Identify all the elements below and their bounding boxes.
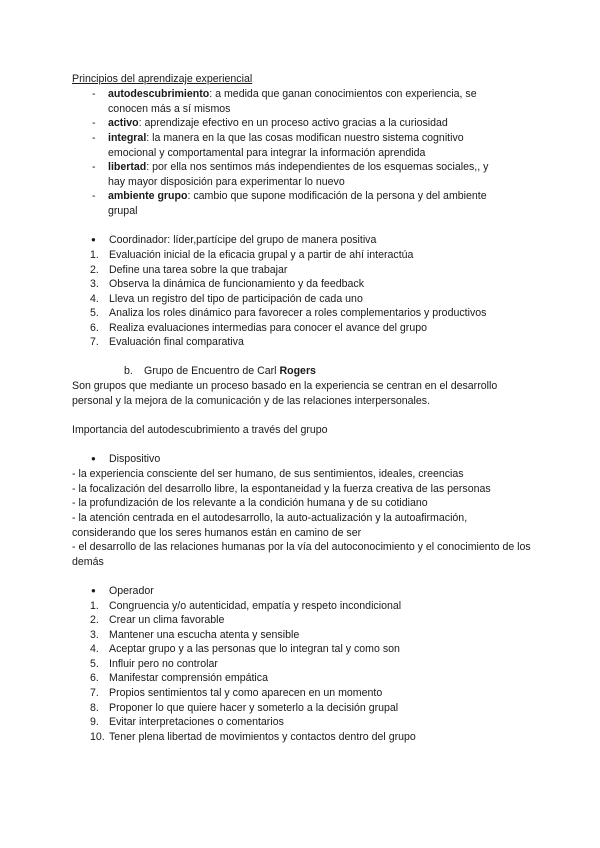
principle-text-cont: emocional y comportamental para integrar la información aprendida <box>108 146 426 159</box>
bullet-marker: ● <box>91 235 96 244</box>
principle-term: integral <box>108 132 147 144</box>
principle-term: ambiente grupo <box>108 190 188 202</box>
principle-item <box>92 87 530 116</box>
dash-marker: - <box>92 190 96 202</box>
principle-text-cont: hay mayor disposición para experimentar lo nuevo <box>108 175 345 188</box>
principle-text-cont: grupal <box>108 204 138 217</box>
principle-text: : por ella nos sentimos más independientes de los esquemas sociales,, y <box>146 161 489 173</box>
principle-item <box>92 116 530 131</box>
bullet-marker: ● <box>91 454 96 463</box>
dash-marker: - <box>92 132 96 144</box>
principle-text: : a medida que ganan conocimientos con experiencia, se <box>209 88 477 100</box>
principle-text: : cambio que supone modificación de la persona y del ambiente <box>187 190 487 202</box>
principle-term: libertad <box>108 161 147 173</box>
subsection-title: b. Grupo de Encuentro de Carl Rogers <box>124 365 316 377</box>
bullet-marker: ● <box>91 586 96 595</box>
principle-text-cont: conocen más a sí mismos <box>108 102 231 115</box>
principle-text: : aprendizaje efectivo en un proceso activo gracias a la curiosidad <box>138 117 448 129</box>
importance-heading: Importancia del autodescubrimiento a través del grupo <box>72 424 328 436</box>
principle-term: autodescubrimiento <box>108 88 210 100</box>
dispositivo-line: - la profundización de los relevante a la condición humana y de su cotidiano <box>72 497 428 509</box>
principle-term: activo <box>108 117 139 129</box>
section-title: Principios del aprendizaje experiencial <box>72 73 253 85</box>
dispositivo-line: - la experiencia consciente del ser humano, de sus sentimientos, ideales, creencias <box>72 468 464 480</box>
dispositivo-line: - el desarrollo de las relaciones humanas por la vía del autoconocimiento y el conocimiento de los demás <box>72 541 531 568</box>
intro-paragraph: Son grupos que mediante un proceso basado en la experiencia se centran en el desarrollo personal y la mejora de la comunicación y de las relaciones interpersonales. <box>72 380 498 407</box>
dispositivo-line: - la atención centrada en el autodesarrollo, la auto-actualización y la autoafirmación, considerando que los seres humanos están en camino de ser <box>72 512 468 539</box>
document-page: Principios del aprendizaje experiencial - autodescubrimiento: a medida que ganan conocimientos con experiencia, se conocen más a sí mismos - activo: aprendizaje efectivo en un proceso activo gracias a la curiosidad - integral: la manera en la que las cosas modifican nuestro sistema cognitivo emocional y comportamental para integrar la información aprendida - libertad: por ella nos sentimos más independientes de los esquemas sociales,, y hay mayor disposición para experimentar lo nuevo - ambiente grupo: cambio que supone modificación de la persona y del ambiente grupal ● Coordinador: líder,partícipe del grupo de manera positiva 1. Evaluación inicial de la eficacia grupal y a partir de ahí interactúa 2. Define una tarea sobre la que trabajar 3. Observa la dinámica de funcionamiento y da feedback 4. Lleva un registro del tipo de participación de cada uno 5. Analiza los roles dinámico para favorecer a roles complementarios y productivos 6. Realiza evaluaciones intermedias para conocer el avance del grupo 7. Evaluación final comparativa b. Grupo de Encuentro de Carl Rogers Son grupos que mediante un proceso basado en la experiencia se centran en el desarrollo personal y la mejora de la comunicación y de las relaciones interpersonales. Importancia del autodescubrimiento a través del grupo ● Dispositivo - la experiencia consciente del ser humano, de sus sentimientos, ideales, creencias - la focalización del desarrollo libre, la espontaneidad y la fuerza creativa de las personas - la profundización de los relevante a la condición humana y de su cotidiano - la atención centrada en el autodesarrollo, la auto-actualización y la autoafirmación, considerando que los seres humanos están en camino de ser - el desarrollo de las relaciones humanas por la vía del autoconocimiento y el conocimiento de los demás ● Operador 1. Congruencia y/o autenticidad, empatía y respeto incondicional 2. Crear un clima favorable 3. Mantener una escucha atenta y sensible 4. Aceptar grupo y a las personas que lo integran tal y como son 5. Influir pero no controlar 6. Manifestar comprensión empática 7. Propios sentimientos tal y como aparecen en un momento 8. Proponer lo que quiere hacer y someterlo a la decisión grupal 9. Evitar interpretaciones o comentarios 10. Tener plena libertad de movimientos y contactos dentro del grupo <box>72 73 531 743</box>
dash-marker: - <box>92 88 96 100</box>
principle-item <box>92 189 530 218</box>
principle-text: : la manera en la que las cosas modifican nuestro sistema cognitivo <box>146 132 464 144</box>
dispositivo-line: - la focalización del desarrollo libre, la espontaneidad y la fuerza creativa de las personas <box>72 483 491 495</box>
dash-marker: - <box>92 161 96 173</box>
subsection-marker: b. <box>124 365 133 377</box>
principle-item <box>92 160 530 189</box>
principle-item <box>92 131 530 160</box>
dash-marker: - <box>92 117 96 129</box>
